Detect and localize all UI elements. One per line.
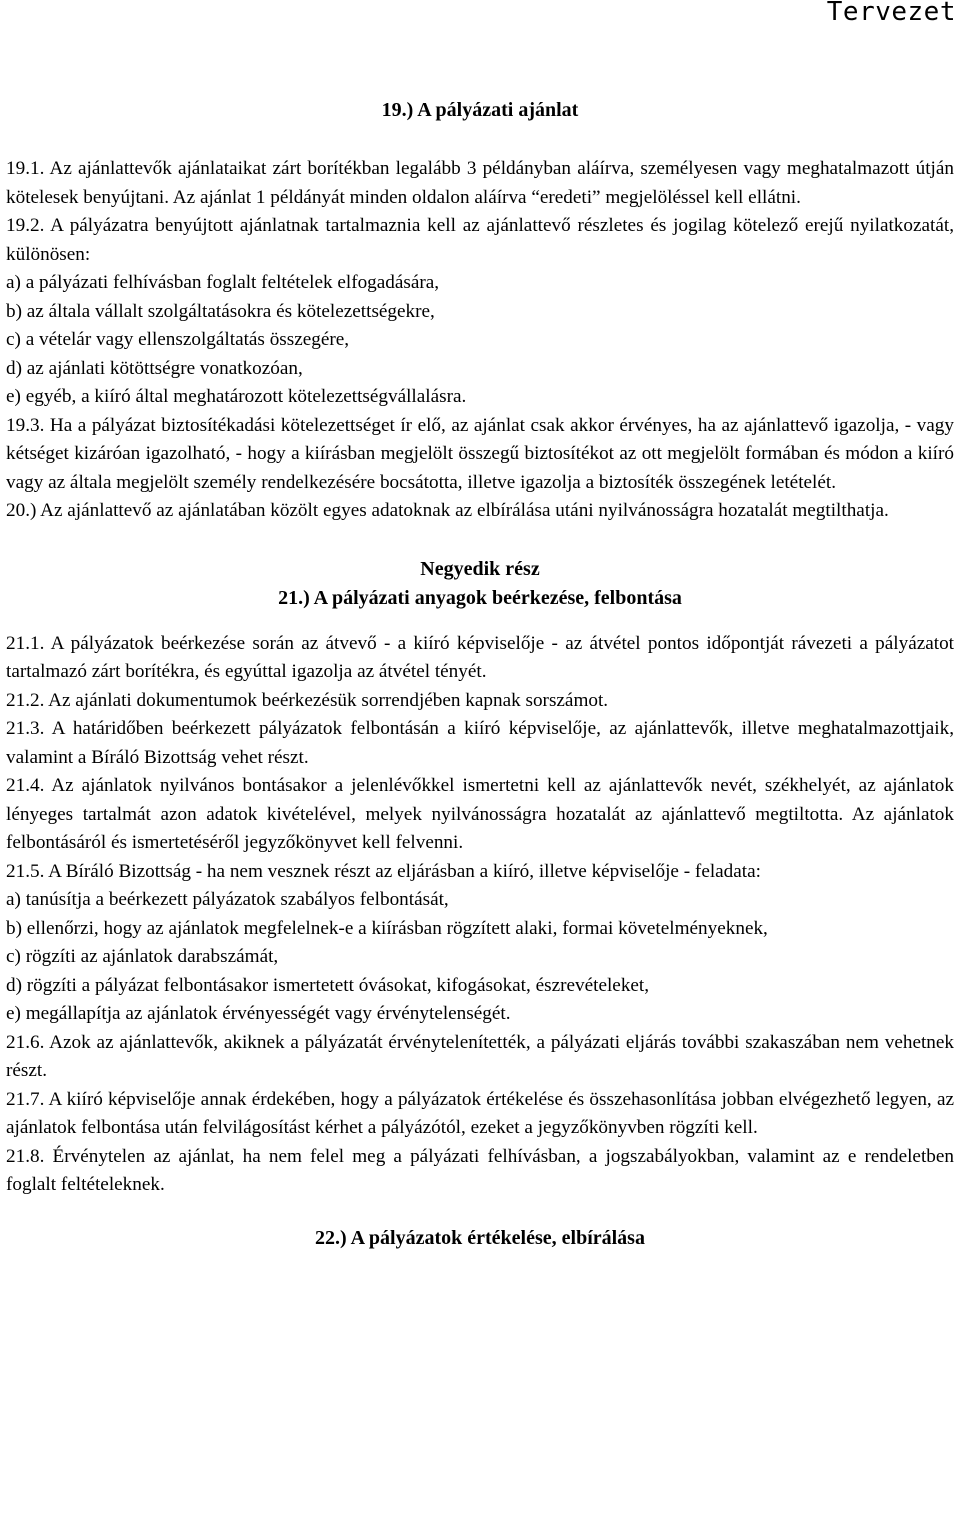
list-item-21-5-e: e) megállapítja az ajánlatok érvényességét vagy érvénytelenségét. bbox=[6, 1003, 511, 1024]
list-item-21-5-a: a) tanúsítja a beérkezett pályázatok szabályos felbontását, bbox=[6, 889, 449, 910]
list-item-21-5-c: c) rögzíti az ajánlatok darabszámát, bbox=[6, 946, 279, 967]
paragraph-21-4: 21.4. Az ajánlatok nyilvános bontásakor a jelenlévőkkel ismertetni kell az ajánlattevők nevét, székhelyét, az ajánlatok lényeges tartalmát azon adatok kivételével, melyek nyilvánosságra hozatalát az ajánlattevő megtiltotta. Az ajánlatok felbontásáról és ismertetéséről jegyzőkönyvet kell felvenni. bbox=[6, 775, 954, 853]
section-22-title: 22.) A pályázatok értékelése, elbírálása bbox=[315, 1226, 645, 1249]
list-item-21-5-b: b) ellenőrzi, hogy az ajánlatok megfelelnek-e a kiírásban rögzített alaki, formai követelményeknek, bbox=[6, 917, 768, 939]
draft-label: Tervezet bbox=[826, 0, 956, 27]
paragraph-21-5: 21.5. A Bíráló Bizottság - ha nem vesznek részt az eljárásban a kiíró, illetve képviselője - feladata: bbox=[6, 860, 761, 882]
list-item-19-2-e: e) egyéb, a kiíró által meghatározott kötelezettségvállalásra. bbox=[6, 386, 467, 407]
paragraph-21-1: 21.1. A pályázatok beérkezése során az átvevő - a kiíró képviselője - az átvétel pontos időpontját rávezeti a pályázatot tartalmazó zárt borítékra, és egyúttal igazolja az átvétel tényét. bbox=[6, 632, 954, 682]
paragraph-19-1: 19.1. Az ajánlattevők ajánlataikat zárt borítékban legalább 3 példányban aláírva, személyesen vagy meghatalmazott útján kötelesek benyújtani. Az ajánlat 1 példányát minden oldalon aláírva “eredeti” megjelöléssel kell ellátni. bbox=[6, 158, 954, 208]
list-item-19-2-a: a) a pályázati felhívásban foglalt feltételek elfogadására, bbox=[6, 272, 440, 293]
paragraph-19-2: 19.2. A pályázatra benyújtott ajánlatnak tartalmaznia kell az ajánlattevő részletes és jogilag kötelező erejű nyilatkozatát, különösen: bbox=[6, 215, 954, 265]
part-title: Negyedik rész bbox=[420, 557, 540, 580]
paragraph-21-6: 21.6. Azok az ajánlattevők, akiknek a pályázatát érvénytelenítették, a pályázati eljárás további szakaszában nem vehetnek részt. bbox=[6, 1031, 954, 1081]
paragraph-21-7: 21.7. A kiíró képviselője annak érdekében, hogy a pályázatok értékelése és összehasonlítása jobban elvégezhető legyen, az ajánlatok felbontása után felvilágosítást kérhet a pályázótól, ezeket a jegyzőkönyvben rögzíti kell. bbox=[6, 1088, 954, 1138]
document-page bbox=[6, 96, 954, 1253]
paragraph-19-3: 19.3. Ha a pályázat biztosítékadási kötelezettséget ír elő, az ajánlat csak akkor érvényes, ha az ajánlattevő igazolja, - vagy kétséget kizáróan igazolható, - hogy a kiírásban megjelölt összegű biztosítékot az ott megjelölt formában és módon a kiíró vagy az általa megjelölt személy rendelkezésére bocsátotta, illetve igazolja a biztosíték összegének letételét. bbox=[6, 414, 954, 493]
section-21-title: 21.) A pályázati anyagok beérkezése, felbontása bbox=[278, 586, 682, 609]
list-item-19-2-c: c) a vételár vagy ellenszolgáltatás összegére, bbox=[6, 329, 350, 350]
list-item-19-2-b: b) az általa vállalt szolgáltatásokra és kötelezettségekre, bbox=[6, 300, 435, 322]
paragraph-21-3: 21.3. A határidőben beérkezett pályázatok felbontásán a kiíró képviselője, az ajánlattevők, illetve meghatalmazottjaik, valamint a Bíráló Bizottság vehet részt. bbox=[6, 718, 954, 768]
section-19-title: 19.) A pályázati ajánlat bbox=[381, 99, 579, 121]
paragraph-21-8: 21.8. Érvénytelen az ajánlat, ha nem felel meg a pályázati felhívásban, a jogszabályokban, valamint az e rendeletben foglalt feltételeknek. bbox=[6, 1145, 954, 1195]
paragraph-20: 20.) Az ajánlattevő az ajánlatában közölt egyes adatoknak az elbírálása utáni nyilvánosságra hozatalát megtilthatja. bbox=[6, 500, 889, 521]
list-item-19-2-d: d) az ajánlati kötöttségre vonatkozóan, bbox=[6, 357, 303, 379]
list-item-21-5-d: d) rögzíti a pályázat felbontásakor ismertetett óvásokat, kifogásokat, észrevételeket, bbox=[6, 974, 650, 996]
paragraph-21-2: 21.2. Az ajánlati dokumentumok beérkezésük sorrendjében kapnak sorszámot. bbox=[6, 689, 609, 711]
